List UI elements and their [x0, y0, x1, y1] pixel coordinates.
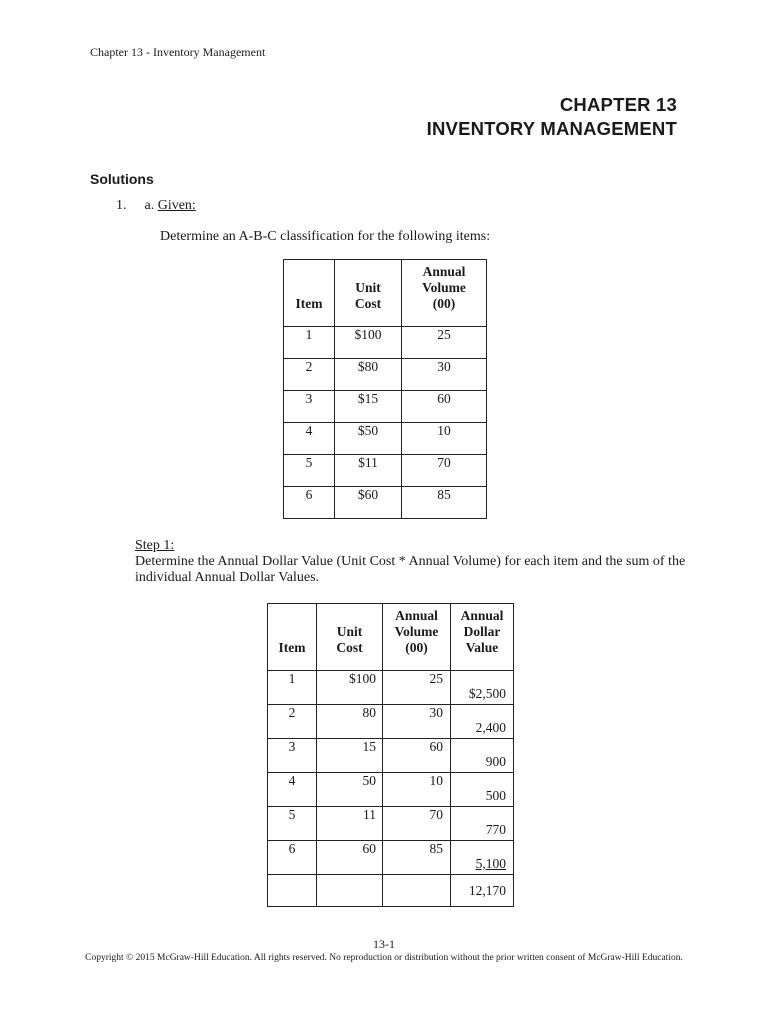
cell-item: 4	[268, 773, 317, 807]
cell-annual-volume: 60	[383, 739, 451, 773]
cell-item: 5	[268, 807, 317, 841]
cell-annual-dollar-value: 5,100	[451, 841, 514, 875]
cell-item: 3	[268, 739, 317, 773]
cell-item: 3	[284, 391, 335, 423]
cell-unit-cost: $50	[335, 423, 402, 455]
table-row	[268, 773, 514, 807]
empty-cell	[383, 875, 451, 907]
table-row	[284, 327, 487, 359]
header-item: Item	[268, 604, 317, 671]
cell-annual-dollar-value: $2,500	[451, 671, 514, 705]
step-description: Determine the Annual Dollar Value (Unit Cost * Annual Volume) for each item and the sum of the individual Annual Dollar Values.	[135, 554, 686, 585]
given-table	[283, 259, 487, 519]
chapter-title	[427, 93, 677, 141]
table-row	[268, 739, 514, 773]
cell-annual-volume: 25	[402, 327, 487, 359]
table-row	[268, 671, 514, 705]
cell-unit-cost: 80	[317, 705, 383, 739]
table-row	[284, 455, 487, 487]
cell-annual-volume: 10	[383, 773, 451, 807]
table-row	[284, 359, 487, 391]
chapter-name: INVENTORY MANAGEMENT	[426, 118, 677, 139]
cell-annual-volume: 60	[402, 391, 487, 423]
given-label: Given:	[157, 198, 196, 213]
cell-unit-cost: $60	[335, 487, 402, 519]
chapter-number: CHAPTER 13	[559, 94, 677, 115]
table-row	[268, 807, 514, 841]
given-table-header-row	[284, 260, 487, 327]
problem-number: 1.	[116, 198, 127, 213]
cell-annual-volume: 25	[383, 671, 451, 705]
cell-annual-dollar-value: 770	[451, 807, 514, 841]
cell-unit-cost: 11	[317, 807, 383, 841]
cell-unit-cost: $11	[335, 455, 402, 487]
cell-item: 2	[284, 359, 335, 391]
cell-item: 1	[268, 671, 317, 705]
instruction-text: Determine an A-B-C classification for the following items:	[160, 229, 491, 244]
empty-cell	[317, 875, 383, 907]
empty-cell	[268, 875, 317, 907]
cell-unit-cost: $80	[335, 359, 402, 391]
copyright-notice: Copyright © 2015 McGraw-Hill Education. All rights reserved. No reproduction or distribution without the prior written consent of McGraw-Hill Education.	[85, 953, 683, 963]
cell-annual-dollar-value: 900	[451, 739, 514, 773]
header-annual-dollar-value: Annual Dollar Value	[451, 604, 514, 671]
header-item: Item	[284, 260, 335, 327]
cell-annual-volume: 30	[383, 705, 451, 739]
table-row	[284, 487, 487, 519]
cell-item: 6	[268, 841, 317, 875]
header-unit-cost: Unit Cost	[317, 604, 383, 671]
page-number: 13-1	[373, 937, 395, 951]
cell-unit-cost: 50	[317, 773, 383, 807]
cell-annual-volume: 85	[402, 487, 487, 519]
cell-item: 1	[284, 327, 335, 359]
cell-annual-volume: 85	[383, 841, 451, 875]
cell-annual-volume: 70	[402, 455, 487, 487]
cell-unit-cost: 15	[317, 739, 383, 773]
cell-annual-volume: 70	[383, 807, 451, 841]
problem-part: a.	[144, 198, 155, 213]
cell-unit-cost: $15	[335, 391, 402, 423]
total-row	[268, 875, 514, 907]
cell-annual-volume: 30	[402, 359, 487, 391]
cell-annual-volume: 10	[402, 423, 487, 455]
table-row	[284, 391, 487, 423]
cell-item: 4	[284, 423, 335, 455]
cell-annual-dollar-value: 2,400	[451, 705, 514, 739]
cell-item: 5	[284, 455, 335, 487]
cell-unit-cost: $100	[335, 327, 402, 359]
cell-unit-cost: 60	[317, 841, 383, 875]
step-1	[135, 538, 695, 586]
section-heading: Solutions	[90, 171, 154, 187]
step-label: Step 1:	[135, 538, 175, 553]
table-row	[284, 423, 487, 455]
running-head: Chapter 13 - Inventory Management	[90, 45, 266, 59]
total-annual-dollar-value: 12,170	[451, 875, 514, 907]
cell-item: 2	[268, 705, 317, 739]
table-row	[268, 705, 514, 739]
cell-annual-dollar-value: 500	[451, 773, 514, 807]
cell-item: 6	[284, 487, 335, 519]
header-annual-volume: Annual Volume (00)	[383, 604, 451, 671]
header-unit-cost: Unit Cost	[335, 260, 402, 327]
problem-line	[116, 198, 196, 214]
cell-unit-cost: $100	[317, 671, 383, 705]
table-row	[268, 841, 514, 875]
step-table-header-row	[268, 604, 514, 671]
annual-dollar-value-table	[267, 603, 514, 907]
header-annual-volume: Annual Volume (00)	[402, 260, 487, 327]
